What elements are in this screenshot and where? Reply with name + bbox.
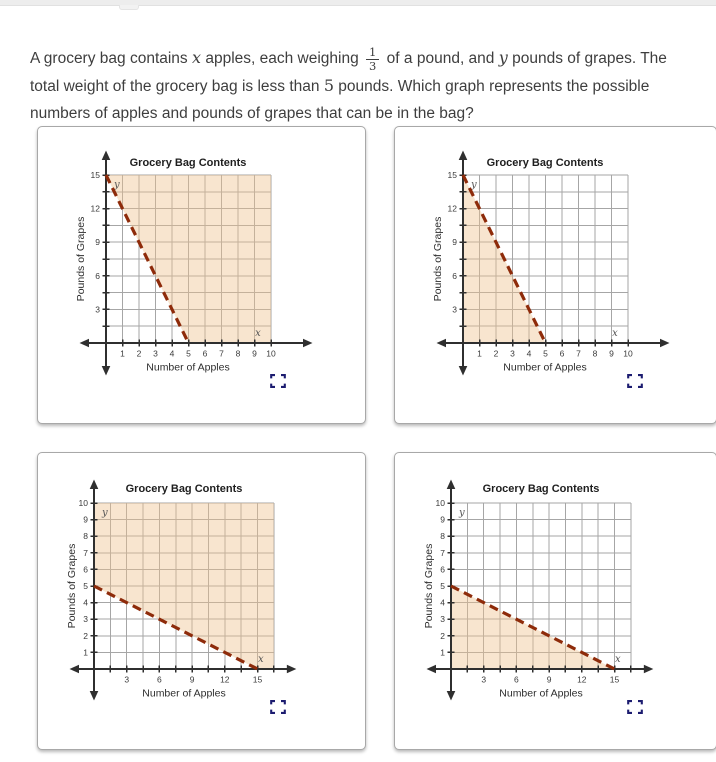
x-tick-label: 3: [124, 674, 130, 685]
y-tick-label: 3: [83, 614, 88, 625]
x-variable-label: x: [255, 328, 261, 339]
y-tick-label: 12: [90, 203, 100, 214]
x-tick-label: 7: [576, 348, 581, 359]
y-variable-label: y: [114, 179, 120, 191]
axis-arrowhead: [303, 339, 313, 348]
axis-arrowhead: [70, 665, 80, 674]
y-tick-label: 1: [83, 647, 88, 658]
x-tick-label: 9: [546, 674, 552, 685]
axis-arrowhead: [427, 665, 437, 674]
y-tick-label: 5: [83, 581, 88, 591]
grocery-bag-chart-d: [399, 467, 716, 719]
y-variable-label: y: [459, 507, 465, 519]
expand-button[interactable]: [624, 371, 646, 391]
x-tick-label: 5: [186, 348, 191, 359]
y-axis-label: Pounds of Grapes: [75, 216, 87, 302]
y-tick-label: 8: [440, 531, 445, 542]
y-tick-label: 2: [440, 630, 445, 641]
x-tick-label: 3: [510, 348, 515, 359]
expand-button[interactable]: [267, 371, 289, 391]
question-text-run: A grocery bag contains: [30, 50, 192, 67]
y-axis-label: Pounds of Grapes: [66, 543, 78, 629]
y-tick-label: 7: [83, 547, 88, 558]
axis-arrowhead: [80, 339, 90, 348]
y-tick-label: 3: [440, 614, 445, 625]
question-text: [30, 44, 692, 127]
y-tick-label: 6: [440, 564, 445, 575]
expand-button[interactable]: [267, 697, 289, 717]
question-text-run: pounds. Which graph represents the possible numbers of apples and pounds of grapes that can be in the bag?: [30, 78, 650, 123]
y-tick-label: 2: [83, 630, 88, 641]
y-tick-label: 10: [435, 498, 445, 508]
question-text-run: of a pound, and: [382, 50, 499, 67]
y-tick-label: 3: [95, 304, 100, 315]
y-tick-label: 3: [452, 304, 457, 315]
y-tick-label: 6: [83, 564, 88, 575]
x-tick-label: 2: [136, 348, 142, 359]
chart-title: Grocery Bag Contents: [482, 483, 600, 495]
fullscreen-expand-icon: [627, 374, 643, 388]
grocery-bag-chart-a: [42, 141, 362, 393]
shaded-region: [94, 503, 274, 669]
axis-arrowhead: [102, 151, 111, 161]
y-tick-label: 9: [440, 514, 445, 525]
y-tick-label: 1: [440, 647, 445, 658]
x-tick-label: 9: [189, 674, 195, 685]
x-tick-label: 8: [592, 348, 598, 359]
axis-arrowhead: [459, 366, 468, 376]
x-tick-label: 4: [526, 348, 532, 359]
y-tick-label: 7: [440, 547, 445, 558]
y-tick-label: 12: [447, 203, 457, 214]
x-tick-label: 2: [493, 348, 499, 359]
question-text-run: pounds of grapes. The total weight of the grocery bag is less than: [30, 50, 667, 96]
axis-arrowhead: [90, 480, 99, 490]
graph-option-card-c: [37, 452, 366, 750]
x-variable-label: x: [258, 654, 264, 665]
x-axis-label: Number of Apples: [499, 687, 583, 700]
x-tick-label: 6: [202, 348, 208, 359]
x-tick-label: 15: [609, 674, 620, 685]
x-tick-label: 3: [153, 348, 158, 359]
graph-option-card-a: [37, 126, 366, 424]
x-variable-label: x: [615, 654, 621, 665]
y-axis-label: Pounds of Grapes: [432, 216, 444, 302]
axis-arrowhead: [459, 151, 468, 161]
graph-option-card-b: [394, 126, 716, 424]
x-axis-label: Number of Apples: [503, 361, 587, 374]
y-tick-label: 4: [83, 597, 88, 608]
y-tick-label: 15: [90, 170, 100, 180]
x-tick-label: 9: [252, 348, 257, 359]
axis-arrowhead: [644, 665, 654, 674]
x-tick-label: 9: [609, 348, 614, 359]
grocery-bag-chart-c: [42, 467, 362, 719]
fullscreen-expand-icon: [270, 374, 286, 388]
x-tick-label: 12: [220, 674, 230, 685]
axis-arrowhead: [102, 366, 111, 376]
chart-title: Grocery Bag Contents: [486, 157, 604, 169]
y-tick-label: 9: [83, 514, 88, 525]
x-tick-label: 1: [477, 348, 482, 359]
axis-arrowhead: [660, 339, 670, 348]
toolbar-notch: [119, 5, 139, 10]
x-tick-label: 7: [219, 348, 224, 359]
question-text-run: apples, each weighing: [201, 50, 364, 67]
x-tick-label: 8: [235, 348, 241, 359]
x-tick-label: 1: [120, 348, 125, 359]
y-tick-label: 4: [440, 597, 445, 608]
y-tick-label: 6: [452, 270, 457, 281]
x-tick-label: 6: [514, 674, 519, 685]
fraction-numerator: 1: [369, 45, 377, 60]
y-tick-label: 8: [83, 531, 88, 542]
y-variable-label: y: [102, 507, 108, 519]
fullscreen-expand-icon: [627, 700, 643, 714]
graph-option-card-d: [394, 452, 716, 750]
x-axis-label: Number of Apples: [146, 361, 230, 374]
x-tick-label: 10: [266, 348, 276, 359]
math-variable: y: [498, 48, 508, 67]
chart-title: Grocery Bag Contents: [129, 157, 247, 169]
axis-arrowhead: [287, 665, 297, 674]
y-tick-label: 6: [95, 270, 100, 281]
fullscreen-expand-icon: [270, 700, 286, 714]
chart-title: Grocery Bag Contents: [125, 483, 243, 495]
x-tick-label: 15: [252, 674, 263, 685]
y-tick-label: 15: [447, 170, 457, 180]
x-tick-label: 6: [559, 348, 565, 359]
grocery-bag-chart-b: [399, 141, 716, 393]
x-axis-label: Number of Apples: [142, 687, 226, 700]
math-variable: x: [192, 48, 202, 67]
y-variable-label: y: [471, 179, 477, 191]
x-variable-label: x: [612, 328, 618, 339]
y-tick-label: 9: [452, 237, 457, 248]
axis-arrowhead: [447, 691, 456, 701]
x-tick-label: 3: [481, 674, 487, 685]
y-axis-label: Pounds of Grapes: [423, 543, 435, 629]
fraction-denominator: 3: [366, 59, 379, 72]
axis-arrowhead: [90, 691, 99, 701]
math-fraction: [366, 46, 379, 72]
x-tick-label: 6: [157, 674, 162, 685]
x-tick-label: 4: [169, 348, 175, 359]
x-tick-label: 5: [543, 348, 548, 359]
x-tick-label: 10: [623, 348, 633, 359]
top-toolbar-edge: [0, 0, 716, 6]
math-number: 5: [323, 76, 334, 96]
axis-arrowhead: [437, 339, 447, 348]
y-tick-label: 5: [440, 581, 445, 591]
axis-arrowhead: [447, 480, 456, 490]
y-tick-label: 10: [78, 498, 88, 508]
expand-button[interactable]: [624, 697, 646, 717]
x-tick-label: 12: [577, 674, 587, 685]
y-tick-label: 9: [95, 237, 100, 248]
